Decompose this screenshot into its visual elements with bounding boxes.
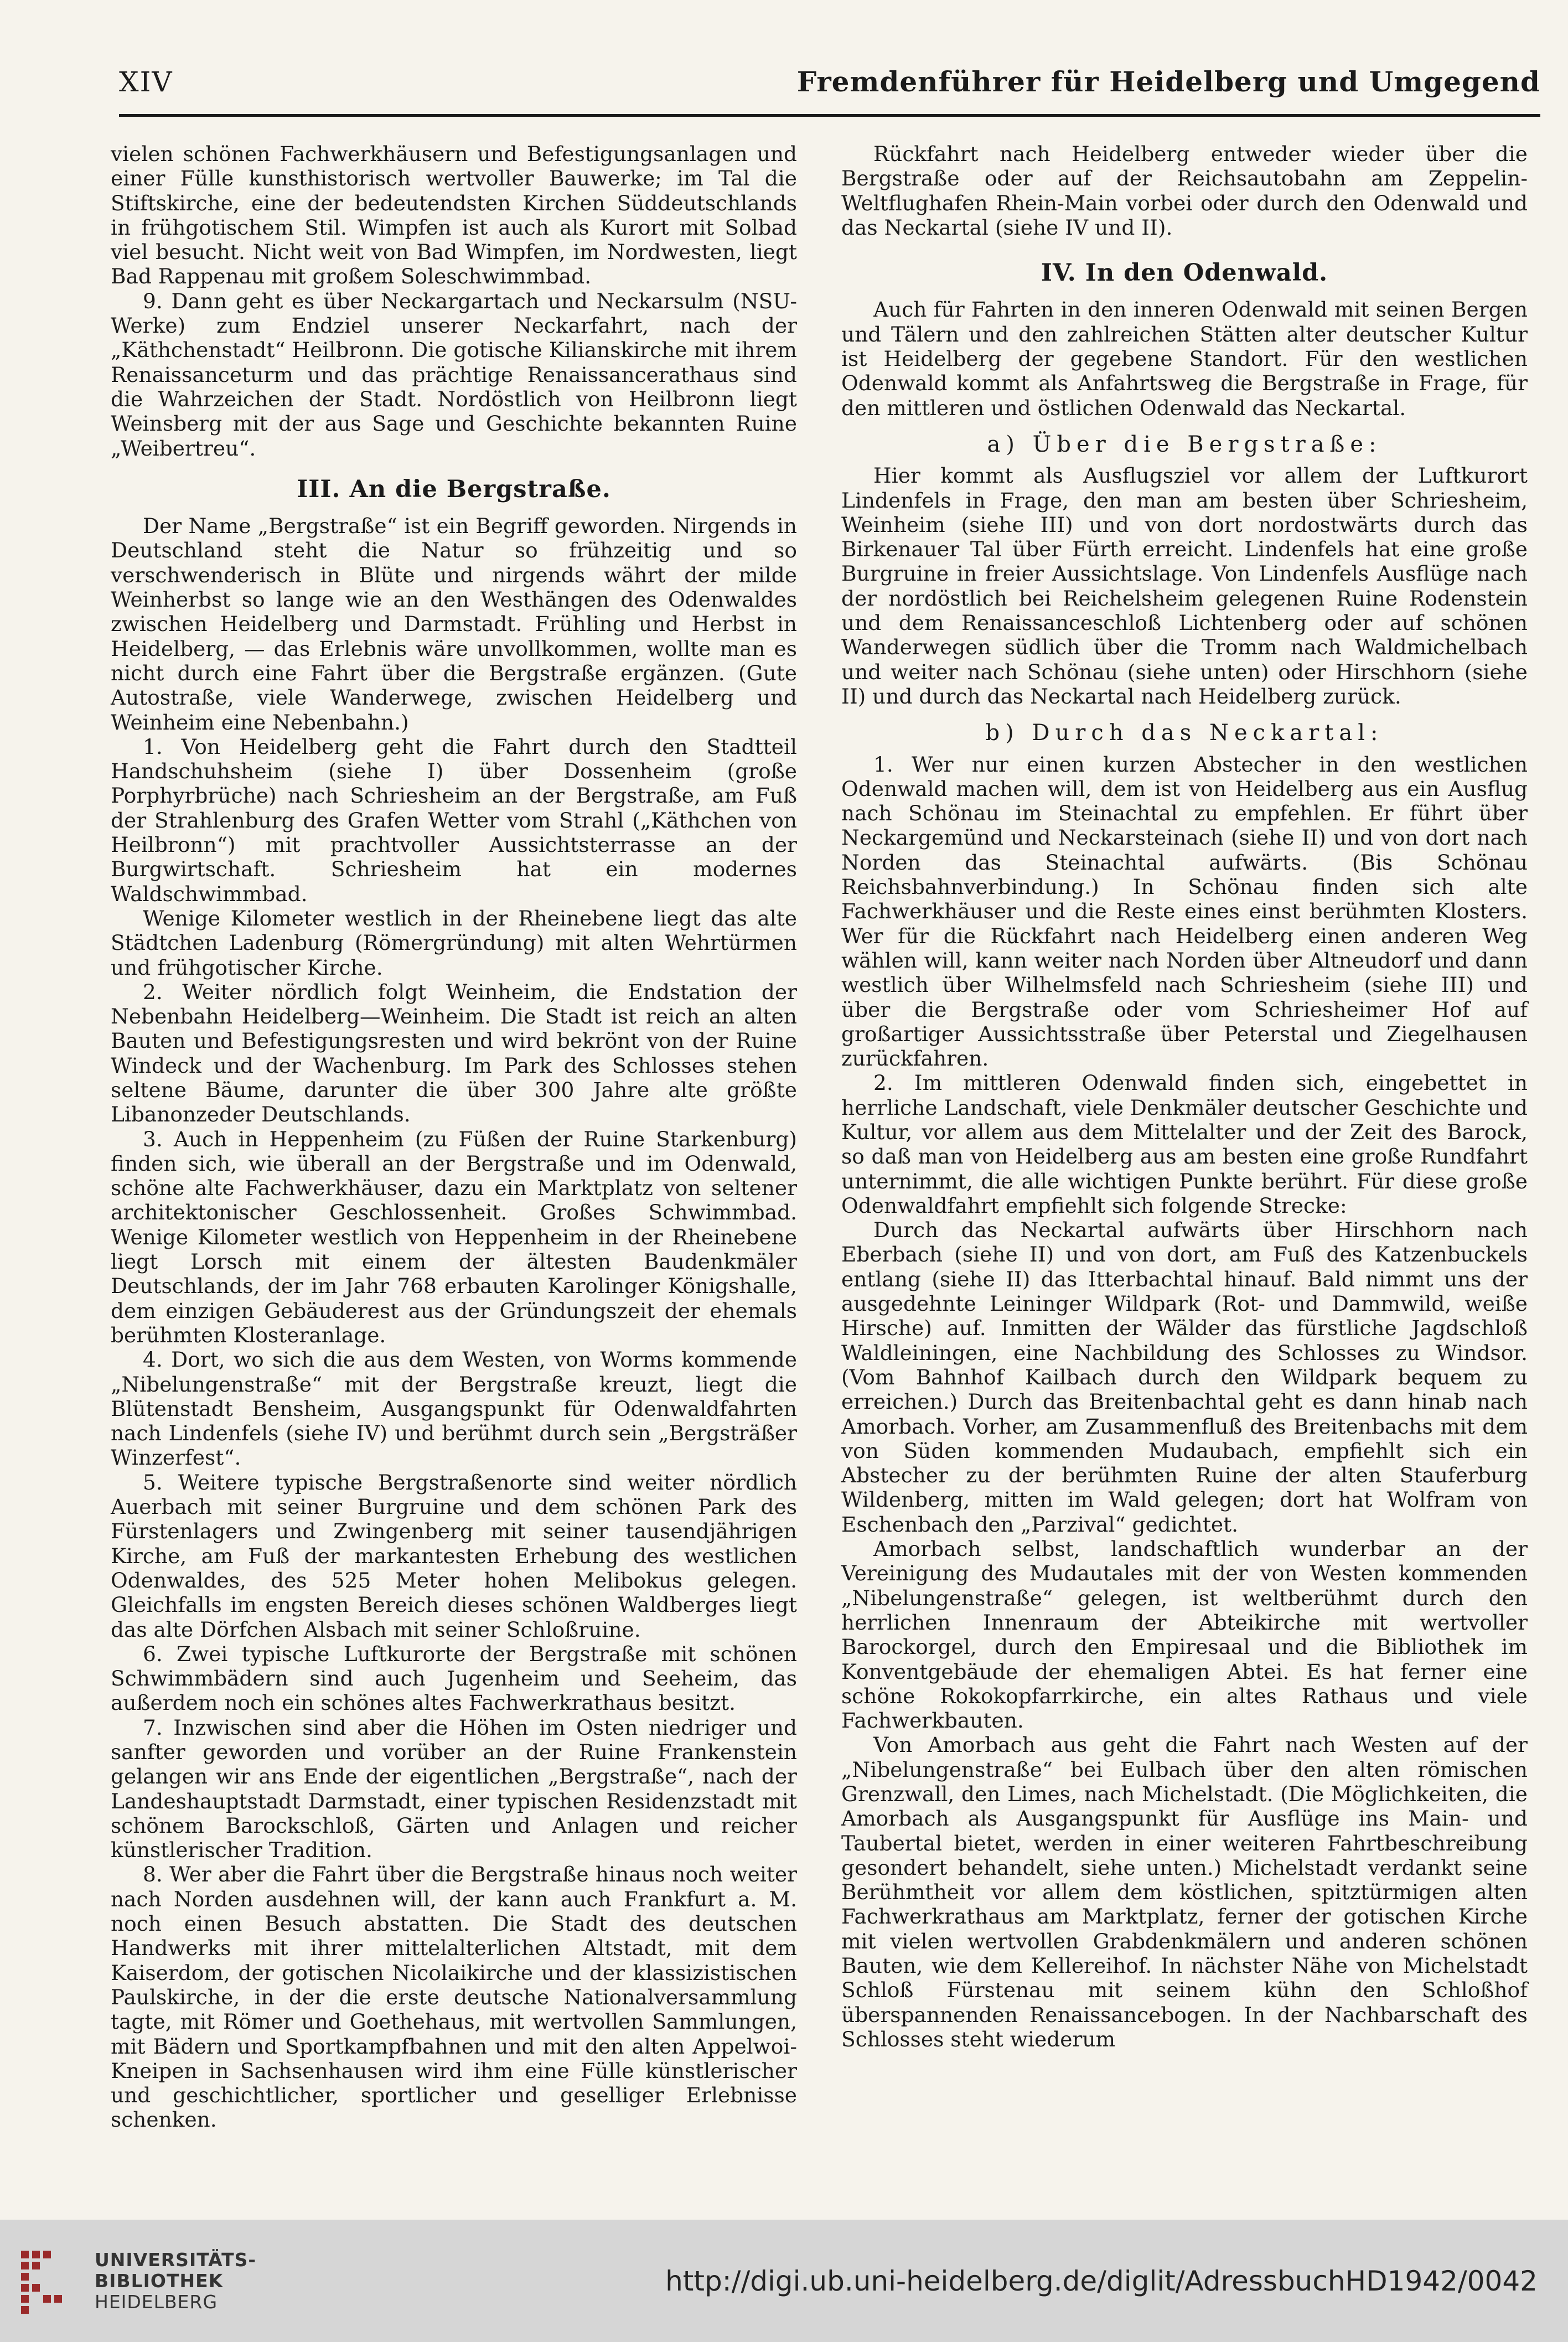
paragraph: 3. Auch in Heppenheim (zu Füßen der Ruine Starkenburg) finden sich, wie überall an der Bergstraße und im Odenwald, schöne alte Fachwerkhäuser, dazu ein Marktplatz von seltener architektonischer Geschlossenheit. Großes Schwimmbad. Wenige Kilometer westlich von Heppenheim in der Rheinebene liegt Lorsch mit einem der ältesten Baudenkmäler Deutschlands, der im Jahr 768 erbauten Karolinger Königshalle, dem einzigen Gebäuderest aus der Gründungszeit der ehemals berühmten Klosteranlage. <box>111 1126 797 1347</box>
page-number: XIV <box>119 66 173 98</box>
library-name-line: BIBLIOTHEK <box>95 2269 224 2292</box>
paragraph: Auch für Fahrten in den inneren Odenwald mit seinen Bergen und Tälern und den zahlreichen Stätten alter deutscher Kultur ist Heidelberg der gegebene Standort. Für den westlichen Odenwald kommt als Anfahrtsweg die Bergstraße in Frage, für den mittleren und östlichen Odenwald das Neckartal. <box>841 297 1528 420</box>
library-name-line: HEIDELBERG <box>95 2291 218 2313</box>
section-heading-odenwald: IV. In den Odenwald. <box>1041 259 1328 287</box>
paragraph: Durch das Neckartal aufwärts über Hirschhorn nach Eberbach (siehe II) und von dort, am Fuß des Katzenbuckels entlang (siehe II) das Itterbachtal hinauf. Bald nimmt uns der ausgedehnte Leininger Wildpark (Rot- und Dammwild, weiße Hirsche) auf. Inmitten der Wälder das fürstliche Jagdschloß Waldleiningen, eine Nachbildung des Schlosses zu Windsor. (Vom Bahnhof Kailbach durch den Wildpark bequem zu erreichen.) Durch das Breitenbachtal geht es dann hinab nach Amorbach. Vorher, am Zusammenfluß des Breitenbachs mit dem von Süden kommenden Mudaubach, empfiehlt sich ein Abstecher zu der berühmten Ruine der alten Stauferburg Wildenberg, mitten im Wald gelegen; dort hat Wolfram von Eschenbach den „Parzival“ gedichtet. <box>841 1218 1528 1537</box>
paragraph: 6. Zwei typische Luftkurorte der Bergstraße mit schönen Schwimmbädern sind auch Jugenheim und Seeheim, das außerdem noch ein schönes altes Fachwerkrathaus besitzt. <box>111 1641 797 1715</box>
university-library-logo-icon <box>17 2245 80 2317</box>
library-branding <box>17 2245 256 2317</box>
paragraph: 8. Wer aber die Fahrt über die Bergstraße hinaus noch weiter nach Norden ausdehnen will, der kann auch Frankfurt a. M. noch einen Besuch abstatten. Die Stadt des deutschen Handwerks mit ihrer mittelalterlichen Altstadt, mit dem Kaiserdom, der gotischen Nicolaikirche und der klassizistischen Paulskirche, in der die erste deutsche Nationalversammlung tagte, mit Römer und Goethehaus, mit wertvollen Sammlungen, mit Bädern und Sportkampfbahnen und mit den alten Appelwoi-Kneipen in Sachsenhausen wird ihm eine Fülle künstlerischer und geschichtlicher, sportlicher und geselliger Erlebnisse schenken. <box>111 1862 797 2132</box>
paragraph: 1. Wer nur einen kurzen Abstecher in den westlichen Odenwald machen will, dem ist von Heidelberg aus ein Ausflug nach Schönau im Steinachtal zu empfehlen. Er führt über Neckargemünd und Neckarsteinach (siehe II) und von dort nach Norden das Steinachtal aufwärts. (Bis Schönau Reichsbahnverbindung.) In Schönau finden sich alte Fachwerkhäuser und die Reste eines einst berühmten Klosters. Wer für die Rückfahrt nach Heidelberg einen anderen Weg wählen will, kann weiter nach Norden über Altneudorf und dann westlich über Wilhelmsfeld nach Schriesheim (siehe III) und über die Bergstraße oder vom Schriesheimer Hof auf großartiger Aussichtsstraße über Peterstal und Ziegelhausen zurückfahren. <box>841 752 1528 1071</box>
paragraph: Wenige Kilometer westlich in der Rheinebene liegt das alte Städtchen Ladenburg (Römergründung) mit alten Wehrtürmen und frühgotischer Kirche. <box>111 906 797 980</box>
paragraph: 2. Im mittleren Odenwald finden sich, eingebettet in herrliche Landschaft, viele Denkmäler deutscher Geschichte und Kultur, vor allem aus dem Mittelalter und der Zeit des Barock, so daß man von Heidelberg aus am besten eine große Rundfahrt unternimmt, die alle wichtigen Punkte berührt. Für diese große Odenwaldfahrt empfiehlt sich folgende Strecke: <box>841 1071 1528 1218</box>
paragraph: Hier kommt als Ausflugsziel vor allem der Luftkurort Lindenfels in Frage, den man am besten über Schriesheim, Weinheim (siehe III) und von dort nordostwärts durch das Birkenauer Tal über Fürth erreicht. Lindenfels hat eine große Burgruine in freier Aussichtslage. Von Lindenfels Ausflüge nach der nordöstlich bei Reichelsheim gelegenen Ruine Rodenstein und dem Renaissanceschloß Lichtenberg oder auf schönen Wanderwegen südlich über die Tromm nach Waldmichelbach und weiter nach Schönau (siehe unten) oder Hirschhorn (siehe II) und durch das Neckartal nach Heidelberg zurück. <box>841 463 1528 709</box>
paragraph: 2. Weiter nördlich folgt Weinheim, die Endstation der Nebenbahn Heidelberg—Weinheim. Die Stadt ist reich an alten Bauten und Befestigungsresten und wird bekrönt von der Ruine Windeck und der Wachenburg. Im Park des Schlosses stehen seltene Bäume, darunter die über 300 Jahre alte größte Libanonzeder Deutschlands. <box>111 979 797 1127</box>
right-column <box>841 142 1528 2051</box>
library-name-line: UNIVERSITÄTS- <box>95 2248 257 2271</box>
library-name <box>95 2250 256 2313</box>
left-column <box>111 142 797 2132</box>
footer-bar <box>0 2220 1568 2342</box>
paragraph: vielen schönen Fachwerkhäusern und Befestigungsanlagen und einer Fülle kunsthistorisch wertvoller Bauwerke; im Tal die Stiftskirche, eine der bedeutendsten Kirchen Süddeutschlands in frühgotischem Stil. Wimpfen ist auch als Kurort mit Solbad viel besucht. Nicht weit von Bad Wimpfen, im Nordwesten, liegt Bad Rappenau mit großem Soleschwimmbad. <box>111 142 797 289</box>
subheading-neckartal: b) Durch das Neckartal: <box>985 720 1384 746</box>
paragraph: 7. Inzwischen sind aber die Höhen im Osten niedriger und sanfter geworden und vorüber an der Ruine Frankenstein gelangen wir ans Ende der eigentlichen „Bergstraße“, nach der Landeshauptstadt Darmstadt, einer typischen Residenzstadt mit schönem Barockschloß, Gärten und Anlagen und reicher künstlerischer Tradition. <box>111 1715 797 1863</box>
running-head <box>119 65 1540 117</box>
paragraph: Von Amorbach aus geht die Fahrt nach Westen auf der „Nibelungenstraße“ bei Eulbach über den alten römischen Grenzwall, den Limes, nach Michelstadt. (Die Möglichkeiten, die Amorbach als Ausgangspunkt für Ausflüge ins Main- und Taubertal bietet, werden in einer weiteren Fahrtbeschreibung gesondert behandelt, siehe unten.) Michelstadt verdankt seine Berühmtheit vor allem dem köstlichen, spitztürmigen alten Fachwerkrathaus am Marktplatz, ferner der gotischen Kirche mit vielen wertvollen Grabdenkmälern und anderen schönen Bauten, wie dem Kellereihof. In nächster Nähe von Michelstadt Schloß Fürstenau mit seinem kühn den Schloßhof überspannenden Renaissancebogen. In der Nachbarschaft des Schlosses steht wiederum <box>841 1733 1528 2051</box>
paragraph: 9. Dann geht es über Neckargartach und Neckarsulm (NSU-Werke) zum Endziel unserer Neckarfahrt, nach der „Käthchenstadt“ Heilbronn. Die gotische Kilianskirche mit ihrem Renaissanceturm und das prächtige Renaissancerathaus sind die Wahrzeichen der Stadt. Nordöstlich von Heilbronn liegt Weinsberg mit der aus Sage und Geschichte bekannten Ruine „Weibertreu“. <box>111 288 797 461</box>
paragraph: 5. Weitere typische Bergstraßenorte sind weiter nördlich Auerbach mit seiner Burgruine und dem schönen Park des Fürstenlagers und Zwingenberg mit seiner tausendjährigen Kirche, am Fuß der markantesten Erhebung des westlichen Odenwaldes, des 525 Meter hohen Melibokus gelegen. Gleichfalls im engsten Bereich dieses schönen Waldberges liegt das alte Dörfchen Alsbach mit seiner Schloßruine. <box>111 1470 797 1642</box>
paragraph: Der Name „Bergstraße“ ist ein Begriff geworden. Nirgends in Deutschland steht die Natur so frühzeitig und so verschwenderisch in Blüte und nirgends währt der milde Weinherbst so lange wie an den Westhängen des Odenwaldes zwischen Heidelberg und Darmstadt. Frühling und Herbst in Heidelberg, — das Erlebnis wäre unvollkommen, wollte man es nicht durch eine Fahrt über die Bergstraße ergänzen. (Gute Autostraße, viele Wanderwege, zwischen Heidelberg und Weinheim eine Nebenbahn.) <box>111 514 797 735</box>
running-title: Fremdenführer für Heidelberg und Umgegend <box>796 65 1540 98</box>
paragraph: 1. Von Heidelberg geht die Fahrt durch den Stadtteil Handschuhsheim (siehe I) über Dossenheim (große Porphyrbrüche) nach Schriesheim an der Bergstraße, am Fuß der Strahlenburg des Grafen Wetter vom Strahl („Käthchen von Heilbronn“) mit prachtvoller Aussichtsterrasse an der Burgwirtschaft. Schriesheim hat ein modernes Waldschwimmbad. <box>111 734 797 906</box>
paragraph: Amorbach selbst, landschaftlich wunderbar an der Vereinigung des Mudautales mit der von Westen kommenden „Nibelungenstraße“ gelegen, ist weltberühmt durch den herrlichen Innenraum der Abteikirche mit wertvoller Barockorgel, durch den Empiresaal und die Bibliothek im Konventgebäude der ehemaligen Abtei. Es hat ferner eine schöne Rokokopfarrkirche, ein altes Rathaus und viele Fachwerkbauten. <box>841 1537 1528 1733</box>
paragraph: Rückfahrt nach Heidelberg entweder wieder über die Bergstraße oder auf der Reichsautobahn am Zeppelin-Weltflughafen Rhein-Main vorbei oder durch den Odenwald und das Neckartal (siehe IV und II). <box>841 142 1528 240</box>
source-url-link[interactable]: http://digi.ub.uni-heidelberg.de/diglit/AdressbuchHD1942/0042 <box>665 2265 1538 2297</box>
paragraph: 4. Dort, wo sich die aus dem Westen, von Worms kommende „Nibelungenstraße“ mit der Bergstraße kreuzt, liegt die Blütenstadt Bensheim, Ausgangspunkt für Odenwaldfahrten nach Lindenfels (siehe IV) und berühmt durch sein „Bergsträßer Winzerfest“. <box>111 1347 797 1470</box>
subheading-bergstrasse: a) Über die Bergstraße: <box>987 431 1382 457</box>
section-heading-bergstrasse: III. An die Bergstraße. <box>297 475 611 503</box>
